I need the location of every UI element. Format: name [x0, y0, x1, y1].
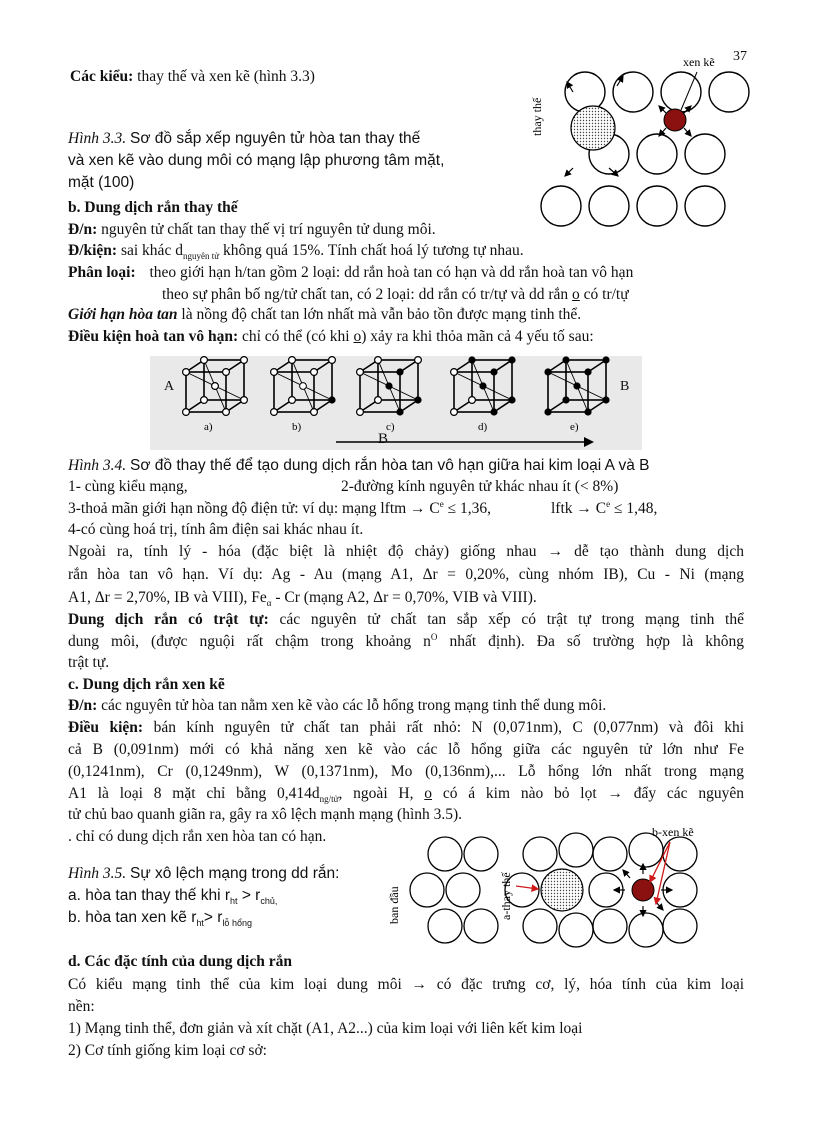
fig33-caption-line3: mặt (100): [68, 174, 135, 191]
fig35-a-mid: > r: [237, 887, 261, 904]
factor-4: 4-có cùng hoá trị, tính âm điện sai khác nhau ít.: [68, 521, 364, 538]
ordered-line2-sup: O: [430, 631, 438, 642]
fig35-caption: [68, 865, 339, 883]
section-d-line2: nền:: [68, 998, 95, 1015]
factor-1: 1- cùng kiểu mạng,: [68, 478, 188, 495]
fig35-b-mid: > r: [203, 909, 223, 926]
fig33-caption-label: Hình 3.3.: [68, 130, 127, 147]
c-cond-line4-mid: , ngoài H,: [338, 785, 425, 802]
ordered-label: Dung dịch rắn có trật tự:: [68, 611, 269, 628]
class-line2-post: có tr/tự: [579, 286, 629, 303]
svg-text:xen kẽ: xen kẽ: [683, 55, 715, 69]
fig35-distortion-diagram: [370, 820, 750, 950]
cond-post: không quá 15%. Tính chất hoá lý tương tự nhau.: [222, 242, 524, 259]
fig34-progression-arrow: [336, 430, 596, 448]
svg-text:a): a): [204, 421, 213, 433]
factor-3-d: ≤ 1,48,: [610, 500, 658, 517]
c-cond-label: Điều kiện:: [68, 719, 144, 736]
c-cond-line1: [68, 719, 744, 737]
besides-line3: [68, 589, 537, 607]
interstitial-atom: [664, 109, 686, 131]
fig34-caption: [68, 457, 649, 475]
section-c-heading: c. Dung dịch rắn xen kẽ: [68, 676, 225, 693]
svg-text:thay thế: thay thế: [530, 97, 544, 136]
factor-3-bcc: [551, 500, 657, 518]
fig33-caption-line2: và xen kẽ vào dung môi có mạng lập phương tâm mặt,: [68, 152, 445, 169]
fig35-b-sub2: lỗ hổng: [222, 918, 252, 929]
ordered-line3: trật tự.: [68, 654, 110, 671]
section-d-heading: d. Các đặc tính của dung dịch rắn: [68, 953, 292, 970]
ordered-line2-post: nhất định). Đa số trường hợp là không: [437, 633, 744, 650]
svg-text:c): c): [386, 421, 395, 433]
fig34-cube-a: [182, 356, 254, 434]
c-cond-line4-post: có á kim nào bỏ lọt → đẩy các nguyên: [432, 785, 744, 802]
factor-3-a: 3-thoả mãn giới hạn nồng độ điện tử: ví dụ: mạng lftm → C: [68, 500, 440, 517]
section-b-heading: b. Dung dịch rắn thay thế: [68, 199, 238, 216]
c-cond-line6: . chỉ có dung dịch rắn xen hòa tan có hạn.: [68, 828, 327, 845]
def-label: Đ/n:: [68, 221, 98, 238]
fig35-a-sub2: chủ,: [260, 896, 278, 907]
limit-text: là nồng độ chất tan lớn nhất mà vẫn bảo tồn được mạng tinh thể.: [181, 306, 582, 323]
section-b-classification: [68, 264, 633, 282]
ordered-text1: các nguyên tử chất tan sắp xếp có trật tự trong mạng tinh thể: [279, 611, 744, 628]
ordered-line2-pre: dung môi, (được nguội rất chậm trong khoảng n: [68, 633, 431, 650]
svg-text:b): b): [292, 421, 302, 433]
fig34-cube-b: [270, 356, 342, 434]
ordered-line2: [68, 633, 744, 651]
fig35-caption-label: Hình 3.5.: [68, 865, 127, 882]
section-d-line1: Có kiểu mạng tinh thể của kim loại dung môi → có đặc trưng cơ, lý, hóa tính của kim loại: [68, 976, 744, 993]
section-b-condition: [68, 242, 524, 260]
c-cond-line2: cả B (0,091nm) mới có khả năng xen kẽ vào các lỗ hổng giữa các nguyên tử lớn như Fe: [68, 741, 744, 758]
besides-line3-sub: α: [266, 598, 272, 609]
class-line2: [162, 286, 629, 304]
fig35-a-pre: a. hòa tan thay thế khi r: [68, 887, 230, 904]
svg-text:e): e): [570, 421, 579, 433]
fig33-caption-line1: [68, 130, 420, 148]
fig34-arrow-label: B: [378, 431, 389, 447]
factor-3: [68, 500, 491, 518]
class-line2-pre: theo sự phân bố ng/tử chất tan, có 2 loại: dd rắn có tr/tự và dd rắn: [162, 286, 573, 303]
fig34-caption-text: Sơ đồ thay thế để tạo dung dịch rắn hòa tan vô hạn giữa hai kim loại A và B: [130, 457, 650, 474]
besides-line2: rắn hòa tan vô hạn. Ví dụ: Ag - Au (mạng A1, Δr = 0,20%, cùng nhóm IB), Cu - Ni (mạng: [68, 566, 744, 583]
fig35-item-a: [68, 887, 277, 905]
class-line1: theo giới hạn h/tan gồm 2 loại: dd rắn hoà tan có hạn và dd rắn hoà tan vô hạn: [149, 264, 634, 281]
types-text: thay thế và xen kẽ (hình 3.3): [137, 68, 315, 85]
fig34-cube-e: [544, 356, 616, 434]
class-line2-o: o: [572, 286, 580, 303]
section-b-unlimited: [68, 328, 594, 346]
svg-text:a-thay thế: a-thay thế: [499, 872, 513, 920]
c-def-label: Đ/n:: [68, 697, 98, 714]
c-cond-text1: bán kính nguyên tử chất tan phải rất nhỏ: N (0,071nm), C (0,077nm) và đôi khi: [153, 719, 745, 736]
substitution-atom: [571, 106, 615, 150]
page-number: 37: [733, 49, 747, 64]
section-d-item1: 1) Mạng tinh thể, đơn giản và xít chặt (A1, A2...) của kim loại với liên kết kim loại: [68, 1020, 583, 1037]
factor-2: 2-đường kính nguyên tử khác nhau ít (< 8%): [341, 478, 619, 495]
unl-o: o: [353, 328, 362, 345]
fig34-cube-c: [356, 356, 428, 434]
svg-text:ban đầu: ban đầu: [387, 886, 401, 924]
limit-label: Giới hạn hòa tan: [68, 306, 178, 323]
svg-text:b-xen kẽ: b-xen kẽ: [652, 825, 694, 839]
types-label: Các kiểu:: [70, 68, 134, 85]
factor-3-c: lftk → C: [551, 500, 607, 517]
c-cond-line4: [68, 785, 744, 803]
def-text: nguyên tử chất tan thay thế vị trí nguyên tử dung môi.: [101, 221, 436, 238]
fig33-label-substitution: [530, 97, 544, 136]
section-types: [70, 68, 315, 86]
unl-label: Điều kiện hoà tan vô hạn:: [68, 328, 239, 345]
fig34-caption-label: Hình 3.4.: [68, 457, 127, 474]
fig35-interstitial-atom: [632, 879, 654, 901]
fig34-label-B: B: [620, 379, 630, 394]
svg-text:d): d): [478, 421, 488, 433]
besides-line3-post: - Cr (mạng A2, Δr = 0,70%, VIB và VIII).: [271, 589, 537, 606]
besides-line3-pre: A1, Δr = 2,70%, IB và VIII), Fe: [68, 589, 267, 606]
fig35-a-sub1: ht: [230, 896, 238, 907]
section-b-limit: [68, 306, 581, 324]
c-cond-line5: tử chủ bao quanh giãn ra, gây ra xô lệch mạnh mạng (hình 3.5).: [68, 806, 463, 823]
c-cond-line4-sub: ng/tử: [319, 794, 339, 805]
cond-pre: sai khác d: [120, 242, 183, 259]
c-cond-line4-pre: A1 là loại 8 mặt chỉ bằng 0,414d: [68, 785, 320, 802]
fig34-cubes-image: [150, 356, 642, 450]
factor-3-sup1: e: [439, 498, 444, 509]
fig35-substitution-atom: [541, 869, 583, 911]
fig35-label-a: [499, 872, 513, 920]
fig35-item-b: [68, 909, 252, 927]
unl-pre: chỉ có thể (có khi: [241, 328, 354, 345]
c-cond-line3: (0,1241nm), Cr (0,1249nm), W (0,1371nm), Mo (0,136nm),... Lỗ hổng lớn nhất trong mạng: [68, 763, 744, 780]
c-def-text: các nguyên tử hòa tan nằm xen kẽ vào các lỗ hổng trong mạng tinh thể dung môi.: [101, 697, 607, 714]
fig35-b-sub1: ht: [196, 918, 204, 929]
factor-3-sup2: e: [606, 498, 611, 509]
section-c-definition: [68, 697, 606, 715]
cond-label: Đ/kiện:: [68, 242, 118, 259]
fig35-label-initial: [387, 886, 401, 924]
c-cond-line4-o: o: [424, 785, 433, 802]
fig33-lattice-diagram: [525, 50, 765, 235]
fig35-b-pre: b. hòa tan xen kẽ r: [68, 909, 197, 926]
fig35-caption-text: Sự xô lệch mạng trong dd rắn:: [130, 865, 340, 882]
class-label: Phân loại:: [68, 264, 136, 281]
factor-3-b: ≤ 1,36,: [443, 500, 492, 517]
fig34-label-A: A: [164, 379, 175, 394]
section-b-definition: [68, 221, 436, 239]
fig35-label-b: [652, 825, 694, 839]
besides-line1: Ngoài ra, tính lý - hóa (đặc biệt là nhiệt độ chảy) giống nhau → dễ tạo thành dung dịch: [68, 543, 744, 560]
ordered-line1: [68, 611, 744, 629]
cond-sub: nguyên tử: [182, 251, 220, 262]
fig34-cube-d: [450, 356, 522, 434]
fig33-caption-text1: Sơ đồ sắp xếp nguyên tử hòa tan thay thế: [130, 130, 421, 147]
section-d-item2: 2) Cơ tính giống kim loại cơ sở:: [68, 1042, 267, 1059]
unl-post: ) xảy ra khi thỏa mãn cả 4 yếu tố sau:: [361, 328, 594, 345]
